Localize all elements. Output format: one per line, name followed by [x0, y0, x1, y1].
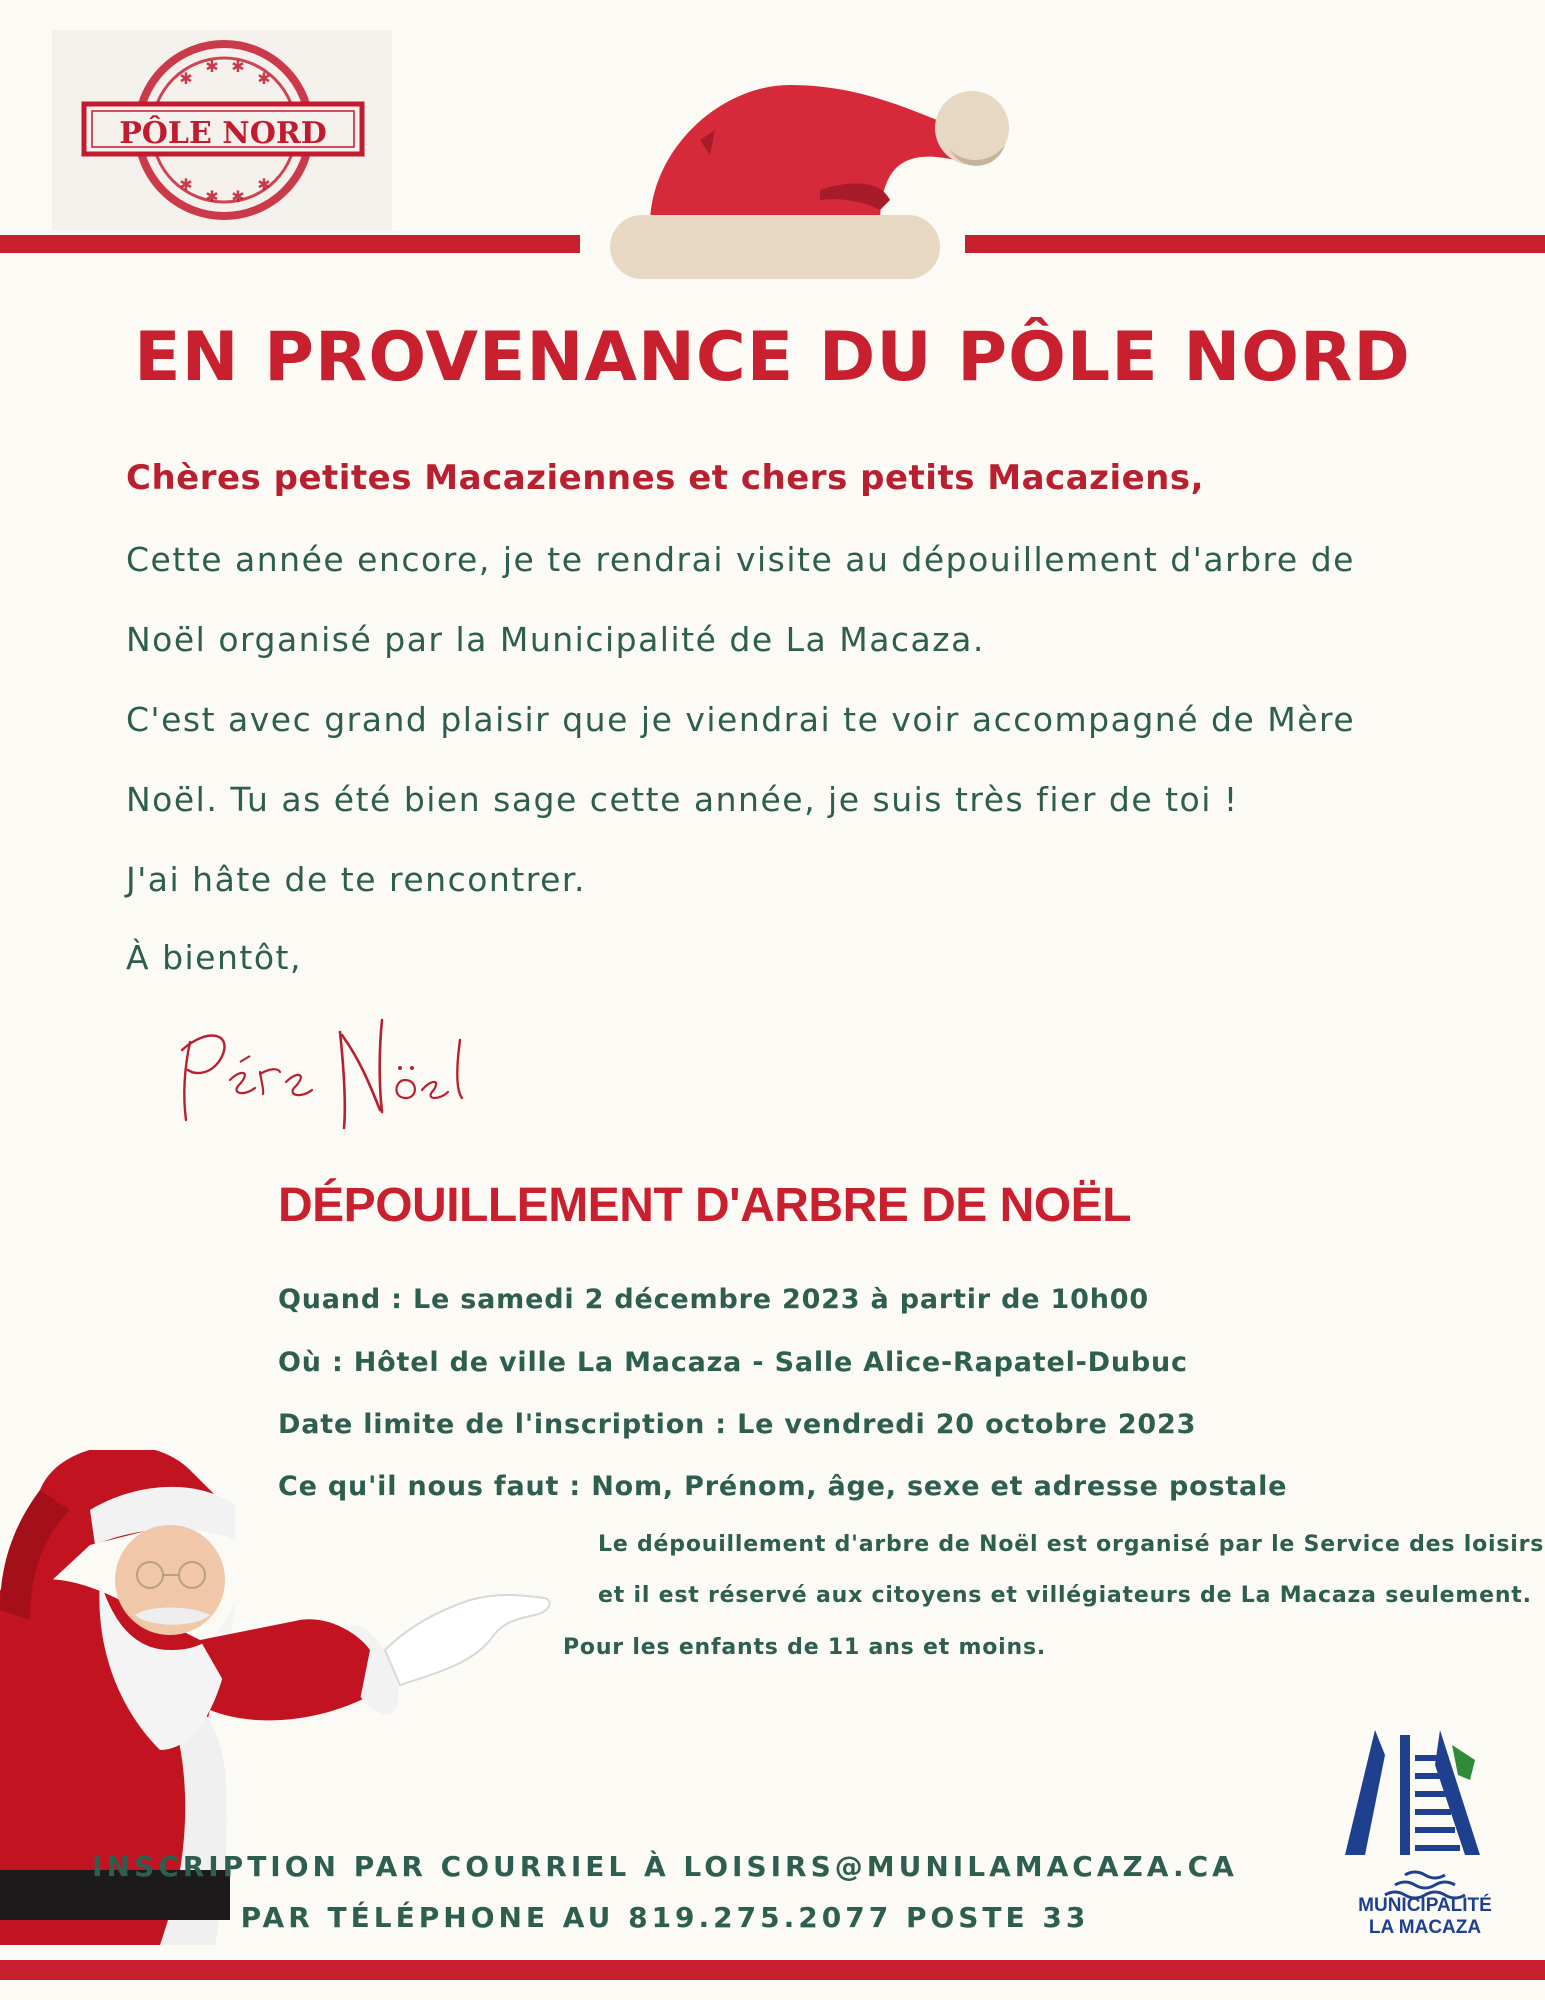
- top-rule-left: [0, 235, 580, 253]
- svg-text:✱: ✱: [257, 69, 271, 88]
- letter-line: C'est avec grand plaisir que je viendrai te voir accompagné de Mère: [126, 700, 1356, 739]
- letter-line: J'ai hâte de te rencontrer.: [126, 860, 586, 899]
- event-when: Quand : Le samedi 2 décembre 2023 à partir de 10h00: [278, 1284, 1149, 1315]
- event-note: et il est réservé aux citoyens et villégiateurs de La Macaza seulement.: [598, 1583, 1532, 1608]
- letter-line: À bientôt,: [126, 938, 302, 977]
- letter-line: Noël. Tu as été bien sage cette année, je suis très fier de toi !: [126, 780, 1239, 819]
- svg-text:✱: ✱: [231, 187, 245, 206]
- pole-nord-stamp: [52, 30, 392, 230]
- event-where: Où : Hôtel de ville La Macaza - Salle Alice-Rapatel-Dubuc: [278, 1347, 1188, 1378]
- event-note: Le dépouillement d'arbre de Noël est organisé par le Service des loisirs: [598, 1532, 1545, 1557]
- stamp-text: PÔLE NORD: [119, 116, 327, 151]
- svg-text:✱: ✱: [205, 187, 219, 206]
- svg-text:✱: ✱: [179, 175, 193, 194]
- event-deadline: Date limite de l'inscription : Le vendredi 20 octobre 2023: [278, 1409, 1197, 1440]
- footer-email: INSCRIPTION PAR COURRIEL À LOISIRS@MUNILAMACAZA.CA: [92, 1850, 1238, 1883]
- event-title: DÉPOUILLEMENT D'ARBRE DE NOËL: [278, 1179, 1131, 1232]
- letter-line: Cette année encore, je te rendrai visite au dépouillement d'arbre de: [126, 540, 1355, 579]
- svg-text:✱: ✱: [205, 57, 219, 76]
- logo-line-1: MUNICIPALITÉ: [1358, 1895, 1492, 1916]
- letter-line: Noël organisé par la Municipalité de La Macaza.: [126, 620, 985, 659]
- svg-text:✱: ✱: [257, 175, 271, 194]
- bottom-rule: [0, 1960, 1545, 1980]
- event-note: Pour les enfants de 11 ans et moins.: [563, 1635, 1047, 1660]
- top-rule-right: [965, 235, 1545, 253]
- footer-phone: PAR TÉLÉPHONE AU 819.275.2077 POSTE 33: [240, 1901, 1090, 1934]
- svg-text:✱: ✱: [179, 69, 193, 88]
- pere-noel-signature: [160, 1010, 490, 1140]
- svg-text:✱: ✱: [231, 57, 245, 76]
- logo-line-2: LA MACAZA: [1368, 1917, 1482, 1938]
- letter-greeting: Chères petites Macaziennes et chers petits Macaziens,: [126, 458, 1205, 498]
- event-requirements: Ce qu'il nous faut : Nom, Prénom, âge, sexe et adresse postale: [278, 1471, 1288, 1502]
- page-title: EN PROVENANCE DU PÔLE NORD: [134, 318, 1411, 397]
- santa-hat-icon: [610, 80, 1030, 280]
